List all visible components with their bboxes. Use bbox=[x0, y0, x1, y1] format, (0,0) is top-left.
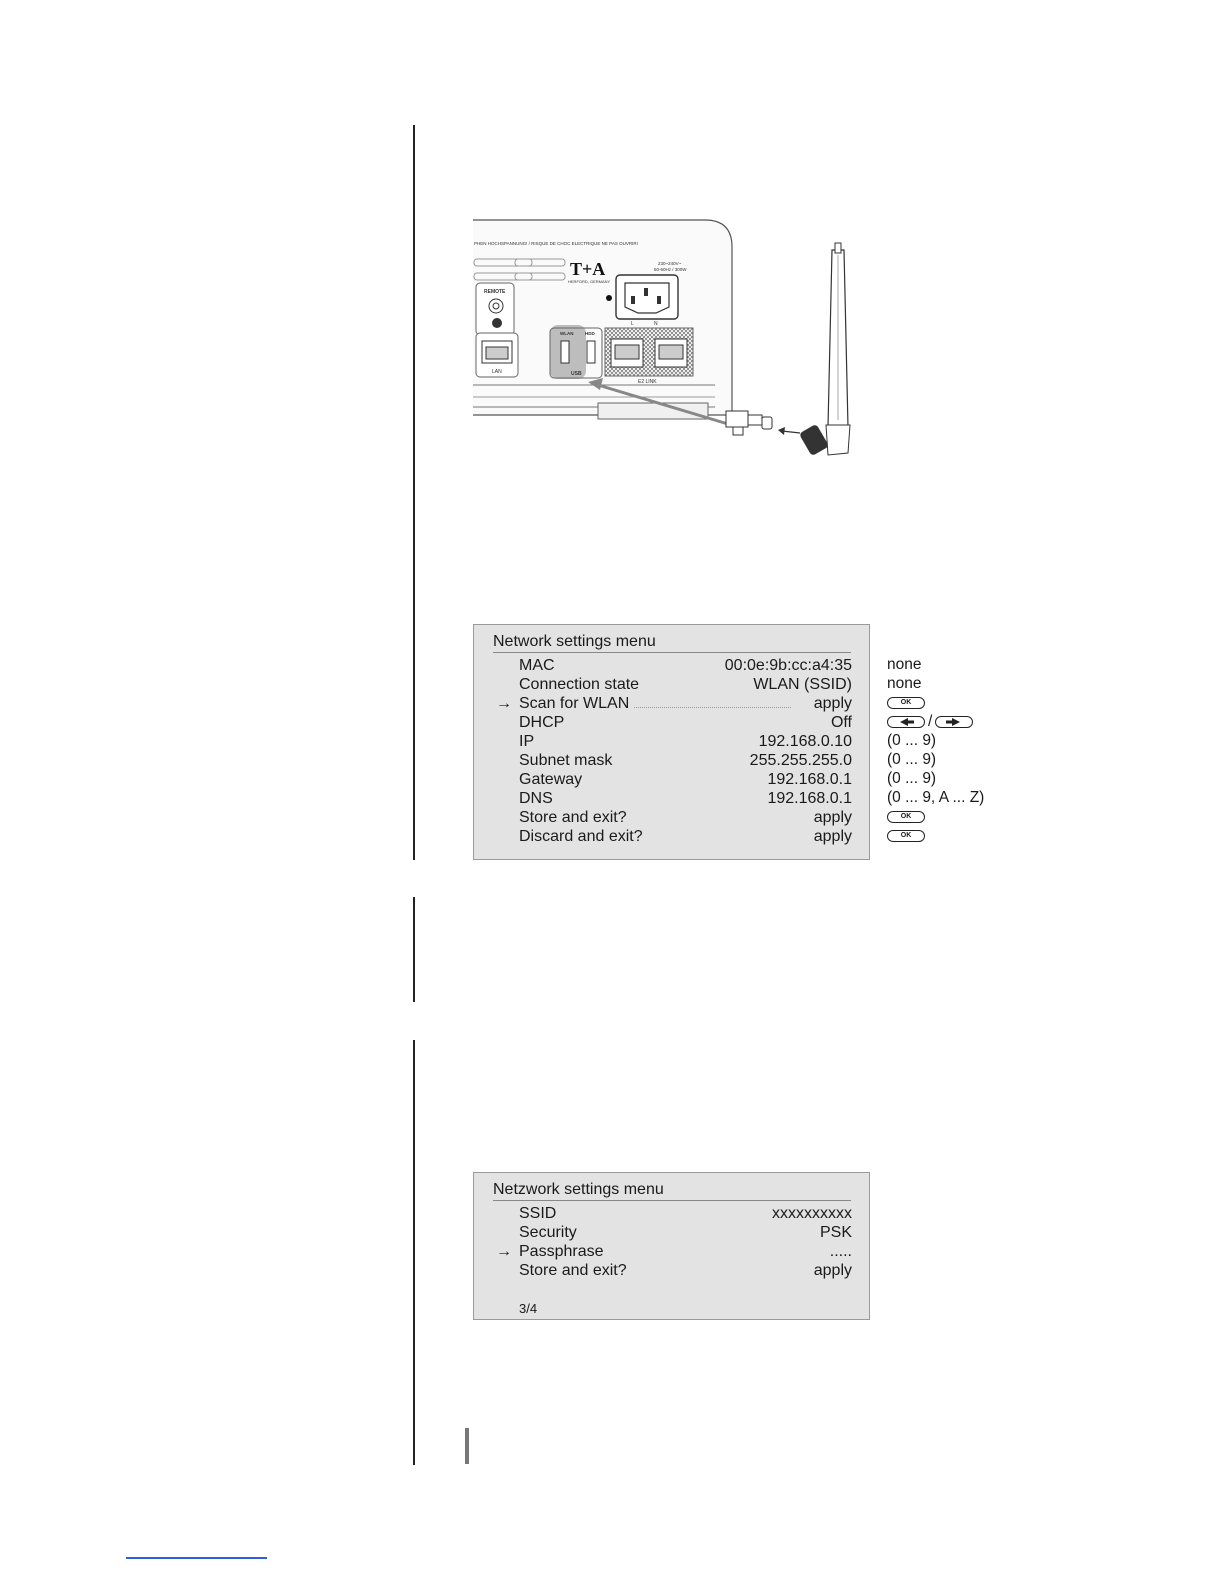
row-value: PSK bbox=[819, 1224, 852, 1241]
menu-row-store-and-exit[interactable] bbox=[474, 1261, 871, 1280]
dotted-leader bbox=[634, 707, 791, 708]
hint-gateway: (0 ... 9) bbox=[887, 770, 937, 787]
menu-row-mac[interactable] bbox=[474, 656, 871, 675]
row-label: MAC bbox=[519, 657, 555, 674]
row-label: Passphrase bbox=[519, 1243, 604, 1260]
hint-discard-and-exit bbox=[887, 826, 925, 845]
brand-subtitle: HERFORD, GERMANY bbox=[568, 279, 611, 284]
row-label: Discard and exit? bbox=[519, 828, 643, 845]
device-rear-panel-illustration bbox=[470, 215, 860, 477]
menu-row-subnet-mask[interactable] bbox=[474, 751, 871, 770]
row-label: Subnet mask bbox=[519, 752, 613, 769]
footer-bar bbox=[465, 1428, 469, 1464]
row-value: Off bbox=[830, 714, 852, 731]
power-rating-1: 230~240V~ bbox=[658, 261, 682, 266]
netzwork-settings-menu bbox=[473, 1172, 870, 1320]
menu-row-gateway[interactable] bbox=[474, 770, 871, 789]
power-rating-2: 50-60Hz / 300W bbox=[654, 267, 687, 272]
hint-connection-state: none bbox=[887, 675, 922, 692]
row-value: apply bbox=[813, 809, 852, 826]
brand-logo: T+A bbox=[570, 259, 606, 279]
menu-row-scan-for-wlan[interactable] bbox=[474, 694, 871, 713]
left-arrow-button-icon bbox=[887, 716, 925, 728]
row-value: 255.255.255.0 bbox=[749, 752, 852, 769]
row-label: DHCP bbox=[519, 714, 565, 731]
row-label: Gateway bbox=[519, 771, 583, 788]
page-indicator: 3/4 bbox=[519, 1301, 538, 1316]
row-label: DNS bbox=[519, 790, 553, 807]
warning-text: PHEN HOCHSPANNUNG! / RISQUE DE CHOC ELECTRIQUE NE PAS OUVRIR! bbox=[474, 241, 638, 246]
ok-button-icon: OK bbox=[887, 811, 925, 823]
hint-scan-for-wlan bbox=[887, 693, 925, 712]
selection-arrow-icon: → bbox=[496, 1243, 512, 1260]
hint-subnet-mask: (0 ... 9) bbox=[887, 751, 937, 768]
footer-link-underline[interactable] bbox=[126, 1557, 267, 1559]
row-label: SSID bbox=[519, 1205, 557, 1222]
row-label: Security bbox=[519, 1224, 577, 1241]
row-value: WLAN (SSID) bbox=[753, 676, 852, 693]
hint-dns: (0 ... 9, A ... Z) bbox=[887, 789, 985, 806]
menu-row-dns[interactable] bbox=[474, 789, 871, 808]
menu-row-ssid[interactable] bbox=[474, 1204, 871, 1223]
row-value: apply bbox=[813, 695, 852, 712]
row-value: ..... bbox=[829, 1243, 852, 1260]
margin-rule bbox=[413, 1040, 415, 1465]
menu-row-security[interactable] bbox=[474, 1223, 871, 1242]
menu-row-connection-state[interactable] bbox=[474, 675, 871, 694]
menu-row-discard-and-exit[interactable] bbox=[474, 827, 871, 846]
row-value: 00:0e:9b:cc:a4:35 bbox=[724, 657, 852, 674]
margin-rule bbox=[413, 897, 415, 1002]
e2link-label: E2 LINK bbox=[638, 379, 657, 385]
row-value: 192.168.0.1 bbox=[767, 771, 852, 788]
ok-button-icon: OK bbox=[887, 697, 925, 709]
margin-rule bbox=[413, 125, 415, 860]
row-value: apply bbox=[813, 1262, 852, 1279]
hdd-label: HDD bbox=[585, 331, 595, 336]
menu-title: Netzwork settings menu bbox=[493, 1181, 851, 1201]
row-label: Scan for WLAN bbox=[519, 695, 630, 712]
row-value: xxxxxxxxxx bbox=[772, 1205, 852, 1222]
right-arrow-button-icon bbox=[935, 716, 973, 728]
menu-row-passphrase[interactable] bbox=[474, 1242, 871, 1261]
row-value: 192.168.0.10 bbox=[758, 733, 852, 750]
selection-arrow-icon: → bbox=[496, 695, 512, 712]
network-settings-menu bbox=[473, 624, 870, 860]
usb-label: USB bbox=[571, 371, 582, 377]
socket-n-label: N bbox=[654, 321, 658, 327]
hint-store-and-exit bbox=[887, 807, 925, 826]
menu-title: Network settings menu bbox=[493, 633, 851, 653]
row-label: Connection state bbox=[519, 676, 640, 693]
row-label: Store and exit? bbox=[519, 809, 627, 826]
hint-mac: none bbox=[887, 656, 922, 673]
ok-button-icon: OK bbox=[887, 830, 925, 842]
row-label: IP bbox=[519, 733, 535, 750]
lan-label: LAN bbox=[492, 369, 502, 375]
wlan-label: WLAN bbox=[560, 331, 574, 336]
row-value: 192.168.0.1 bbox=[767, 790, 852, 807]
menu-row-dhcp[interactable] bbox=[474, 713, 871, 732]
slash: / bbox=[928, 713, 933, 731]
socket-l-label: L bbox=[631, 321, 634, 327]
row-label: Store and exit? bbox=[519, 1262, 627, 1279]
row-value: apply bbox=[813, 828, 852, 845]
hint-dhcp bbox=[887, 712, 973, 731]
remote-label: REMOTE bbox=[484, 289, 506, 295]
menu-row-ip[interactable] bbox=[474, 732, 871, 751]
menu-row-store-and-exit[interactable] bbox=[474, 808, 871, 827]
hint-ip: (0 ... 9) bbox=[887, 732, 937, 749]
